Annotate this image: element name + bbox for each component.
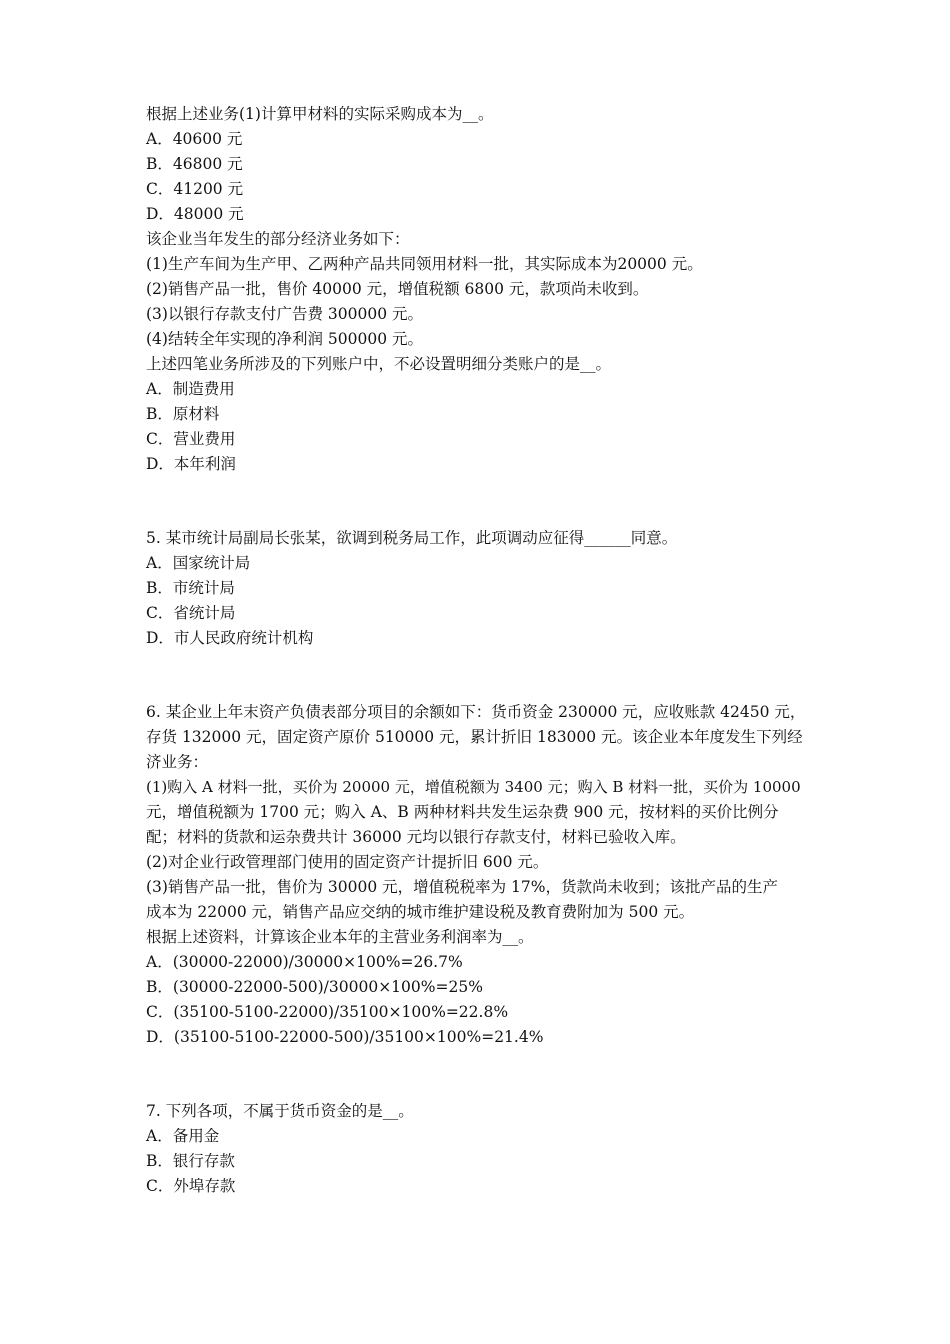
- option-b: B．银行存款: [146, 1152, 235, 1170]
- option-b: B．市统计局: [146, 579, 235, 597]
- option-a: A．备用金: [146, 1127, 220, 1145]
- option-c: C．营业费用: [146, 430, 236, 448]
- option-a: A．国家统计局: [146, 554, 251, 572]
- context-item-3: (3)以银行存款支付广告费 300000 元。: [146, 305, 423, 323]
- context-intro: 该企业当年发生的部分经济业务如下：: [146, 230, 410, 248]
- option-b: B．46800 元: [146, 155, 243, 173]
- option-d: D．48000 元: [146, 205, 244, 223]
- question-6-ask: 根据上述资料，计算该企业本年的主营业务利润率为__。: [146, 928, 534, 946]
- business-item-1-line: 元，增值税额为 1700 元；购入 A、B 两种材料共发生运杂费 900 元，按材料的买价比例分: [146, 803, 779, 821]
- option-b: B．(30000-22000-500)/30000×100%=25%: [146, 978, 483, 996]
- option-c: C．省统计局: [146, 604, 236, 622]
- option-d: D．市人民政府统计机构: [146, 629, 314, 647]
- option-c: C．41200 元: [146, 180, 244, 198]
- option-a: A．40600 元: [146, 130, 243, 148]
- context-item-1: (1)生产车间为生产甲、乙两种产品共同领用材料一批，其实际成本为20000 元。: [146, 255, 703, 273]
- question-stem: 上述四笔业务所涉及的下列账户中，不必设置明细分类账户的是__。: [146, 355, 612, 373]
- business-item-3-line: 成本为 22000 元，销售产品应交纳的城市维护建设税及教育费附加为 500 元。: [146, 903, 695, 921]
- option-b: B．原材料: [146, 405, 220, 423]
- question-5-stem: 5. 某市统计局副局长张某，欲调到税务局工作，此项调动应征得______同意。: [146, 529, 678, 547]
- question-6-stem-line: 存货 132000 元，固定资产原价 510000 元，累计折旧 183000 元。该企业本年度发生下列经: [146, 728, 803, 746]
- business-item-3-line: (3)销售产品一批，售价为 30000 元，增值税税率为 17%，货款尚未收到；该批产品的生产: [146, 878, 778, 896]
- option-a: A．(30000-22000)/30000×100%=26.7%: [146, 953, 463, 971]
- context-item-4: (4)结转全年实现的净利润 500000 元。: [146, 330, 423, 348]
- business-item-1-line: 配；材料的货款和运杂费共计 36000 元均以银行存款支付，材料已验收入库。: [146, 828, 686, 846]
- context-item-2: (2)销售产品一批，售价 40000 元，增值税额 6800 元，款项尚未收到。: [146, 280, 649, 298]
- option-c: C．外埠存款: [146, 1177, 236, 1195]
- option-a: A．制造费用: [146, 380, 235, 398]
- business-item-2: (2)对企业行政管理部门使用的固定资产计提折旧 600 元。: [146, 853, 549, 871]
- option-d: D．本年利润: [146, 455, 236, 473]
- business-item-1-line: (1)购入 A 材料一批，买价为 20000 元，增值税额为 3400 元；购入 B 材料一批，买价为 10000: [146, 778, 801, 796]
- question-6-stem-line: 6. 某企业上年末资产负债表部分项目的余额如下：货币资金 230000 元，应收账款 42450 元，: [146, 703, 806, 721]
- option-d: D．(35100-5100-22000-500)/35100×100%=21.4%: [146, 1028, 544, 1046]
- question-stem: 根据上述业务(1)计算甲材料的实际采购成本为__。: [146, 105, 494, 123]
- option-c: C．(35100-5100-22000)/35100×100%=22.8%: [146, 1003, 509, 1021]
- question-6-stem-line: 济业务：: [146, 753, 209, 771]
- question-7-stem: 7. 下列各项，不属于货币资金的是__。: [146, 1102, 414, 1120]
